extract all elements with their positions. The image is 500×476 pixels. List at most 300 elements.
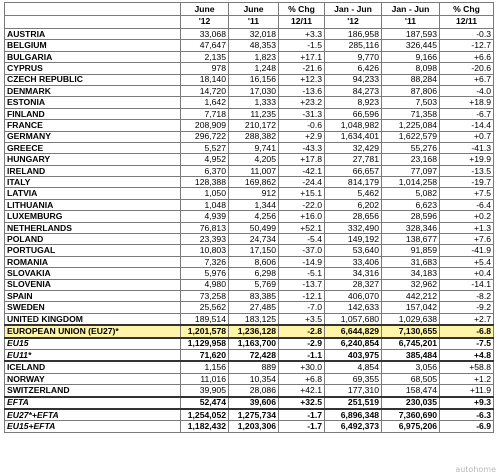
country-row <box>5 373 494 384</box>
table-cell: 142,633 <box>325 302 382 313</box>
table-cell: +30.0 <box>279 361 325 373</box>
country-row <box>5 51 494 62</box>
header-cell: 12/11 <box>440 16 494 29</box>
header-cell <box>5 16 181 29</box>
country-row <box>5 131 494 142</box>
table-cell: -2.8 <box>279 325 325 337</box>
row-label: SWEDEN <box>5 302 181 313</box>
table-cell: 332,490 <box>325 222 382 233</box>
table-cell: 285,116 <box>325 40 382 51</box>
table-cell: 25,562 <box>181 302 229 313</box>
country-row <box>5 290 494 301</box>
table-cell: -7.5 <box>440 338 494 350</box>
table-cell: 6,623 <box>382 199 440 210</box>
table-cell: -13.6 <box>279 85 325 96</box>
table-cell: 4,980 <box>181 279 229 290</box>
table-cell: +17.8 <box>279 154 325 165</box>
header-cell: 12/11 <box>279 16 325 29</box>
table-cell: 28,596 <box>382 211 440 222</box>
table-cell: 6,240,854 <box>325 338 382 350</box>
table-cell: 128,388 <box>181 177 229 188</box>
table-cell: 69,355 <box>325 373 382 384</box>
table-cell: 73,258 <box>181 290 229 301</box>
header-cell: '12 <box>325 16 382 29</box>
table-cell: 7,503 <box>382 97 440 108</box>
row-label: EFTA <box>5 397 181 409</box>
table-cell: -13.7 <box>279 279 325 290</box>
table-cell: 4,952 <box>181 154 229 165</box>
table-cell: 183,125 <box>229 313 279 325</box>
table-cell: +0.2 <box>440 211 494 222</box>
table-cell: 2,135 <box>181 51 229 62</box>
table-cell: 50,499 <box>229 222 279 233</box>
table-cell: 66,596 <box>325 108 382 119</box>
country-row <box>5 177 494 188</box>
table-cell: 7,718 <box>181 108 229 119</box>
row-label: SLOVAKIA <box>5 268 181 279</box>
row-label: FINLAND <box>5 108 181 119</box>
table-cell: -5.1 <box>279 268 325 279</box>
table-cell: 403,975 <box>325 349 382 361</box>
table-cell: 6,426 <box>325 63 382 74</box>
table-cell: +1.3 <box>440 222 494 233</box>
country-row <box>5 256 494 267</box>
table-cell: 6,370 <box>181 165 229 176</box>
table-cell: 8,606 <box>229 256 279 267</box>
group-row <box>5 349 494 361</box>
table-cell: -1.5 <box>279 40 325 51</box>
table-cell: 9,741 <box>229 142 279 153</box>
row-label: BULGARIA <box>5 51 181 62</box>
header-cell: '12 <box>181 16 229 29</box>
country-row <box>5 313 494 325</box>
table-cell: 10,803 <box>181 245 229 256</box>
table-cell: 11,016 <box>181 373 229 384</box>
table-cell: 186,958 <box>325 29 382 40</box>
row-label: POLAND <box>5 234 181 245</box>
table-cell: 385,484 <box>382 349 440 361</box>
row-label: FRANCE <box>5 120 181 131</box>
header-cell: Jan - Jun <box>325 3 382 16</box>
table-cell: 1,129,958 <box>181 338 229 350</box>
table-cell: 11,007 <box>229 165 279 176</box>
table-cell: 8,923 <box>325 97 382 108</box>
table-cell: 1,823 <box>229 51 279 62</box>
row-label: SLOVENIA <box>5 279 181 290</box>
header-row-2 <box>5 16 494 29</box>
table-cell: 157,042 <box>382 302 440 313</box>
table-cell: 53,640 <box>325 245 382 256</box>
table-cell: 27,485 <box>229 302 279 313</box>
table-cell: 169,862 <box>229 177 279 188</box>
header-cell: % Chg <box>440 3 494 16</box>
table-cell: 1,275,734 <box>229 409 279 421</box>
table-cell: -14.1 <box>440 279 494 290</box>
table-cell: -14.4 <box>440 120 494 131</box>
table-cell: 32,018 <box>229 29 279 40</box>
table-cell: 17,030 <box>229 85 279 96</box>
country-row <box>5 245 494 256</box>
table-cell: 1,182,432 <box>181 421 229 432</box>
row-label: LUXEMBURG <box>5 211 181 222</box>
header-cell: '11 <box>382 16 440 29</box>
table-cell: -8.2 <box>440 290 494 301</box>
header-cell <box>5 3 181 16</box>
table-cell: 28,327 <box>325 279 382 290</box>
table-cell: +2.9 <box>279 131 325 142</box>
table-cell: 288,382 <box>229 131 279 142</box>
table-cell: +16.0 <box>279 211 325 222</box>
table-cell: +42.1 <box>279 385 325 397</box>
table-cell: 1,201,578 <box>181 325 229 337</box>
table-cell: 4,854 <box>325 361 382 373</box>
table-cell: -0.3 <box>440 29 494 40</box>
table-cell: 8,098 <box>382 63 440 74</box>
row-label: LATVIA <box>5 188 181 199</box>
table-cell: -13.5 <box>440 165 494 176</box>
table-cell: 1,333 <box>229 97 279 108</box>
country-row <box>5 268 494 279</box>
country-row <box>5 63 494 74</box>
header-cell: June <box>229 3 279 16</box>
table-cell: +2.7 <box>440 313 494 325</box>
row-label: SWITZERLAND <box>5 385 181 397</box>
table-cell: 66,657 <box>325 165 382 176</box>
table-cell: -43.3 <box>279 142 325 153</box>
table-cell: 7,326 <box>181 256 229 267</box>
table-cell: -19.7 <box>440 177 494 188</box>
table-cell: 77,097 <box>382 165 440 176</box>
table-cell: 1,014,258 <box>382 177 440 188</box>
table-cell: +6.8 <box>279 373 325 384</box>
group-total-row <box>5 409 494 421</box>
table-cell: 28,656 <box>325 211 382 222</box>
row-label: EUROPEAN UNION (EU27)* <box>5 325 181 337</box>
row-label: SPAIN <box>5 290 181 301</box>
table-cell: -1.1 <box>279 349 325 361</box>
row-label: EU15 <box>5 338 181 350</box>
table-cell: 149,192 <box>325 234 382 245</box>
header-cell: June <box>181 3 229 16</box>
table-cell: 48,353 <box>229 40 279 51</box>
table-body <box>5 29 494 433</box>
table-cell: 1,254,052 <box>181 409 229 421</box>
header-cell: Jan - Jun <box>382 3 440 16</box>
row-label: NORWAY <box>5 373 181 384</box>
table-cell: 1,057,680 <box>325 313 382 325</box>
table-cell: 1,642 <box>181 97 229 108</box>
country-row <box>5 361 494 373</box>
row-label: PORTUGAL <box>5 245 181 256</box>
table-cell: -20.6 <box>440 63 494 74</box>
table-cell: 32,962 <box>382 279 440 290</box>
row-label: DENMARK <box>5 85 181 96</box>
row-label: LITHUANIA <box>5 199 181 210</box>
table-cell: 1,156 <box>181 361 229 373</box>
table-cell: 24,734 <box>229 234 279 245</box>
table-cell: +6.6 <box>440 51 494 62</box>
table-cell: 68,505 <box>382 373 440 384</box>
table-cell: 5,462 <box>325 188 382 199</box>
table-cell: 6,896,348 <box>325 409 382 421</box>
table-cell: -5.4 <box>279 234 325 245</box>
table-cell: 72,428 <box>229 349 279 361</box>
country-row <box>5 165 494 176</box>
table-cell: 296,722 <box>181 131 229 142</box>
country-row <box>5 97 494 108</box>
country-row <box>5 222 494 233</box>
eu27-total-row <box>5 325 494 337</box>
table-cell: +19.9 <box>440 154 494 165</box>
table-cell: -1.7 <box>279 421 325 432</box>
table-cell: 6,298 <box>229 268 279 279</box>
table-cell: 83,385 <box>229 290 279 301</box>
table-cell: -4.0 <box>440 85 494 96</box>
row-label: BELGIUM <box>5 40 181 51</box>
table-cell: +7.6 <box>440 234 494 245</box>
table-cell: 9,166 <box>382 51 440 62</box>
watermark-logo: autohome <box>455 465 496 474</box>
row-label: ROMANIA <box>5 256 181 267</box>
table-cell: 76,813 <box>181 222 229 233</box>
table-cell: 71,620 <box>181 349 229 361</box>
table-cell: -41.3 <box>440 142 494 153</box>
table-cell: -9.2 <box>440 302 494 313</box>
table-cell: -6.8 <box>440 325 494 337</box>
table-cell: 406,070 <box>325 290 382 301</box>
country-row <box>5 154 494 165</box>
table-cell: 1,248 <box>229 63 279 74</box>
table-cell: 5,082 <box>382 188 440 199</box>
table-cell: -37.0 <box>279 245 325 256</box>
table-cell: +52.1 <box>279 222 325 233</box>
table-cell: -7.0 <box>279 302 325 313</box>
table-cell: +11.9 <box>440 385 494 397</box>
table-cell: +12.3 <box>279 74 325 85</box>
table-cell: 33,068 <box>181 29 229 40</box>
table-cell: 32,429 <box>325 142 382 153</box>
table-cell: 11,235 <box>229 108 279 119</box>
table-cell: 14,720 <box>181 85 229 96</box>
table-cell: 442,212 <box>382 290 440 301</box>
table-cell: +18.9 <box>440 97 494 108</box>
table-cell: 4,939 <box>181 211 229 222</box>
table-header <box>5 3 494 29</box>
table-cell: 328,346 <box>382 222 440 233</box>
table-cell: 91,859 <box>382 245 440 256</box>
table-cell: 94,233 <box>325 74 382 85</box>
table-cell: 27,781 <box>325 154 382 165</box>
table-cell: 1,050 <box>181 188 229 199</box>
group-total-row <box>5 421 494 432</box>
table-cell: 71,358 <box>382 108 440 119</box>
table-cell: 18,140 <box>181 74 229 85</box>
table-cell: 34,183 <box>382 268 440 279</box>
row-label: EU11* <box>5 349 181 361</box>
country-row <box>5 29 494 40</box>
table-cell: -12.1 <box>279 290 325 301</box>
table-cell: +1.2 <box>440 373 494 384</box>
table-cell: 9,770 <box>325 51 382 62</box>
table-cell: 39,905 <box>181 385 229 397</box>
table-cell: 6,975,206 <box>382 421 440 432</box>
table-cell: 187,593 <box>382 29 440 40</box>
row-label: IRELAND <box>5 165 181 176</box>
table-cell: 23,168 <box>382 154 440 165</box>
row-label: GERMANY <box>5 131 181 142</box>
table-cell: 55,276 <box>382 142 440 153</box>
table-cell: 52,474 <box>181 397 229 409</box>
row-label: CZECH REPUBLIC <box>5 74 181 85</box>
group-row <box>5 338 494 350</box>
table-cell: +58.8 <box>440 361 494 373</box>
table-cell: -0.6 <box>279 120 325 131</box>
table-cell: 4,205 <box>229 154 279 165</box>
row-label: ESTONIA <box>5 97 181 108</box>
table-cell: 31,683 <box>382 256 440 267</box>
table-cell: 33,406 <box>325 256 382 267</box>
country-row <box>5 85 494 96</box>
row-label: HUNGARY <box>5 154 181 165</box>
table-cell: -14.9 <box>279 256 325 267</box>
table-cell: 814,179 <box>325 177 382 188</box>
table-cell: 326,445 <box>382 40 440 51</box>
table-cell: 1,622,579 <box>382 131 440 142</box>
table-cell: 912 <box>229 188 279 199</box>
table-cell: -6.9 <box>440 421 494 432</box>
table-cell: -12.7 <box>440 40 494 51</box>
table-cell: 158,474 <box>382 385 440 397</box>
table-cell: -42.1 <box>279 165 325 176</box>
header-row-1 <box>5 3 494 16</box>
table-cell: +17.1 <box>279 51 325 62</box>
table-cell: 1,048 <box>181 199 229 210</box>
registrations-table <box>4 2 494 433</box>
country-row <box>5 199 494 210</box>
table-cell: -1.7 <box>279 409 325 421</box>
country-row <box>5 142 494 153</box>
row-label: ITALY <box>5 177 181 188</box>
table-cell: 28,086 <box>229 385 279 397</box>
table-cell: 6,644,829 <box>325 325 382 337</box>
row-label: ICELAND <box>5 361 181 373</box>
table-cell: 5,976 <box>181 268 229 279</box>
table-cell: 39,606 <box>229 397 279 409</box>
table-cell: +3.5 <box>279 313 325 325</box>
table-cell: 230,035 <box>382 397 440 409</box>
table-cell: 138,677 <box>382 234 440 245</box>
table-cell: +6.7 <box>440 74 494 85</box>
country-row <box>5 74 494 85</box>
table-cell: -31.3 <box>279 108 325 119</box>
table-cell: 23,393 <box>181 234 229 245</box>
table-cell: 1,203,306 <box>229 421 279 432</box>
row-label: NETHERLANDS <box>5 222 181 233</box>
table-cell: 208,909 <box>181 120 229 131</box>
country-row <box>5 385 494 397</box>
table-cell: 34,316 <box>325 268 382 279</box>
row-label: UNITED KINGDOM <box>5 313 181 325</box>
table-cell: 17,150 <box>229 245 279 256</box>
row-label: AUSTRIA <box>5 29 181 40</box>
country-row <box>5 302 494 313</box>
table-cell: 1,225,084 <box>382 120 440 131</box>
table-cell: 7,130,655 <box>382 325 440 337</box>
country-row <box>5 279 494 290</box>
table-cell: -6.4 <box>440 199 494 210</box>
table-cell: 210,172 <box>229 120 279 131</box>
table-cell: 978 <box>181 63 229 74</box>
table-cell: +9.3 <box>440 397 494 409</box>
table-cell: -22.0 <box>279 199 325 210</box>
country-row <box>5 120 494 131</box>
table-cell: -24.4 <box>279 177 325 188</box>
table-cell: 1,163,700 <box>229 338 279 350</box>
table-cell: -6.7 <box>440 108 494 119</box>
table-cell: 87,806 <box>382 85 440 96</box>
table-cell: +4.8 <box>440 349 494 361</box>
table-cell: 251,519 <box>325 397 382 409</box>
table-cell: 1,634,401 <box>325 131 382 142</box>
country-row <box>5 188 494 199</box>
header-cell: % Chg <box>279 3 325 16</box>
row-label: EU15+EFTA <box>5 421 181 432</box>
table-cell: 1,344 <box>229 199 279 210</box>
table-cell: 177,310 <box>325 385 382 397</box>
country-row <box>5 234 494 245</box>
table-cell: 47,647 <box>181 40 229 51</box>
table-cell: 16,156 <box>229 74 279 85</box>
table-cell: +0.7 <box>440 131 494 142</box>
table-cell: 6,202 <box>325 199 382 210</box>
table-cell: +7.5 <box>440 188 494 199</box>
row-label: GREECE <box>5 142 181 153</box>
table-cell: +23.2 <box>279 97 325 108</box>
table-cell: 5,769 <box>229 279 279 290</box>
table-cell: 3,056 <box>382 361 440 373</box>
country-row <box>5 108 494 119</box>
header-cell: '11 <box>229 16 279 29</box>
table-cell: 1,236,128 <box>229 325 279 337</box>
table-cell: 6,492,373 <box>325 421 382 432</box>
country-row <box>5 40 494 51</box>
table-cell: +5.4 <box>440 256 494 267</box>
table-cell: 10,354 <box>229 373 279 384</box>
table-cell: +0.4 <box>440 268 494 279</box>
table-cell: -21.6 <box>279 63 325 74</box>
table-cell: -41.9 <box>440 245 494 256</box>
table-cell: 1,029,638 <box>382 313 440 325</box>
table-cell: 7,360,690 <box>382 409 440 421</box>
table-cell: 1,048,982 <box>325 120 382 131</box>
table-cell: 189,514 <box>181 313 229 325</box>
row-label: CYPRUS <box>5 63 181 74</box>
table-cell: 84,273 <box>325 85 382 96</box>
table-cell: 88,284 <box>382 74 440 85</box>
efta-total-row <box>5 397 494 409</box>
country-row <box>5 211 494 222</box>
table-cell: 6,745,201 <box>382 338 440 350</box>
table-cell: -2.9 <box>279 338 325 350</box>
table-cell: +32.5 <box>279 397 325 409</box>
table-cell: 5,527 <box>181 142 229 153</box>
row-label: EU27*+EFTA <box>5 409 181 421</box>
table-cell: +3.3 <box>279 29 325 40</box>
table-cell: +15.1 <box>279 188 325 199</box>
table-cell: 889 <box>229 361 279 373</box>
table-cell: -6.3 <box>440 409 494 421</box>
table-cell: 4,256 <box>229 211 279 222</box>
